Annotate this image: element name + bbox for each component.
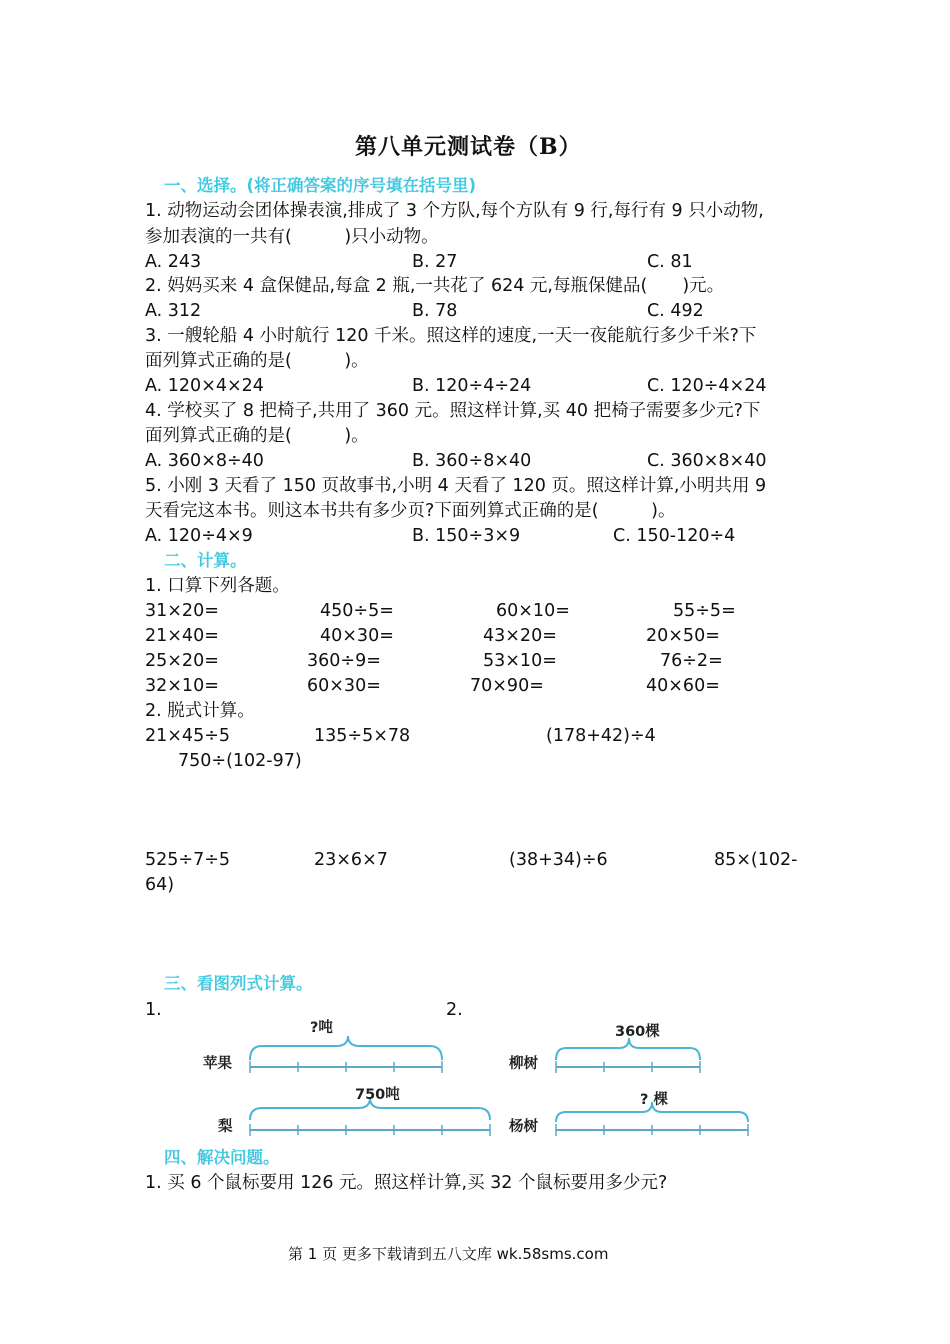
step-item: 750÷(102-97) xyxy=(178,751,302,771)
question-3-option-a: A. 120×4×24 xyxy=(145,376,264,396)
question-4-text: 4. 学校买了 8 把椅子,共用了 360 元。照这样计算,买 40 把椅子需要多少元?下 xyxy=(145,401,761,421)
apple-brace xyxy=(250,1036,442,1060)
pear-brace-label: 750吨 xyxy=(355,1087,400,1103)
figure-1-number: 1. xyxy=(145,1000,162,1020)
poplar-brace-label: ? 棵 xyxy=(640,1092,668,1108)
page-footer: 第 1 页 更多下载请到五八文库 wk.58sms.com xyxy=(288,1245,609,1263)
question-4-option-a: A. 360×8÷40 xyxy=(145,451,264,471)
oral-item: 360÷9= xyxy=(307,651,381,671)
question-1-text: 1. 动物运动会团体操表演,排成了 3 个方队,每个方队有 9 行,每行有 9 只小动物, xyxy=(145,201,764,221)
figure-1-diagram xyxy=(203,1019,490,1136)
question-5-option-a: A. 120÷4×9 xyxy=(145,526,253,546)
question-2-option-b: B. 78 xyxy=(412,301,458,321)
question-2-option-c: C. 492 xyxy=(647,301,704,321)
oral-item: 43×20= xyxy=(483,626,557,646)
question-3-option-b: B. 120÷4÷24 xyxy=(412,376,532,396)
question-1-option-b: B. 27 xyxy=(412,252,458,272)
willow-brace-label: 360棵 xyxy=(615,1024,660,1040)
question-1-text-cont: 参加表演的一共有( )只小动物。 xyxy=(145,227,439,247)
pear-brace xyxy=(250,1098,490,1120)
oral-calc-title: 1. 口算下列各题。 xyxy=(145,576,290,596)
question-2-option-a: A. 312 xyxy=(145,301,202,321)
apple-label: 苹果 xyxy=(203,1056,232,1072)
step-calc-title: 2. 脱式计算。 xyxy=(145,701,255,721)
question-3-text: 3. 一艘轮船 4 小时航行 120 千米。照这样的速度,一天一夜能航行多少千米?下 xyxy=(145,326,757,346)
question-5-option-b: B. 150÷3×9 xyxy=(412,526,521,546)
question-5-option-c: C. 150-120÷4 xyxy=(613,526,736,546)
oral-item: 70×90= xyxy=(470,676,544,696)
question-4-text-cont: 面列算式正确的是( )。 xyxy=(145,426,369,446)
oral-item: 53×10= xyxy=(483,651,557,671)
oral-item: 21×40= xyxy=(145,626,219,646)
oral-item: 25×20= xyxy=(145,651,219,671)
poplar-brace xyxy=(556,1102,748,1122)
willow-label: 柳树 xyxy=(509,1056,538,1072)
step-item-cont: 64) xyxy=(145,875,175,895)
pear-label: 梨 xyxy=(218,1119,233,1135)
step-item: 23×6×7 xyxy=(314,850,388,870)
section-heading-choice: 一、选择。(将正确答案的序号填在括号里) xyxy=(164,176,477,195)
step-item: (38+34)÷6 xyxy=(509,850,608,870)
question-3-text-cont: 面列算式正确的是( )。 xyxy=(145,351,369,371)
question-2-text: 2. 妈妈买来 4 盒保健品,每盒 2 瓶,一共花了 624 元,每瓶保健品( )元。 xyxy=(145,276,725,296)
step-item: 85×(102- xyxy=(714,850,798,870)
solve-question-1: 1. 买 6 个鼠标要用 126 元。照这样计算,买 32 个鼠标要用多少元? xyxy=(145,1173,668,1193)
question-5-text: 5. 小刚 3 天看了 150 页故事书,小明 4 天看了 120 页。照这样计算,小明共用 9 xyxy=(145,476,767,496)
oral-item: 76÷2= xyxy=(660,651,723,671)
step-item: 21×45÷5 xyxy=(145,726,230,746)
poplar-label: 杨树 xyxy=(509,1119,538,1135)
oral-item: 55÷5= xyxy=(673,601,736,621)
section-heading-calc: 二、计算。 xyxy=(164,551,247,570)
apple-brace-label: ?吨 xyxy=(310,1020,333,1036)
oral-item: 32×10= xyxy=(145,676,219,696)
page-title: 第八单元测试卷（B） xyxy=(355,134,582,160)
oral-item: 20×50= xyxy=(646,626,720,646)
step-item: 525÷7÷5 xyxy=(145,850,230,870)
oral-item: 31×20= xyxy=(145,601,219,621)
figure-2-diagram xyxy=(509,1022,748,1136)
question-1-option-c: C. 81 xyxy=(647,252,693,272)
question-4-option-b: B. 360÷8×40 xyxy=(412,451,532,471)
step-item: 135÷5×78 xyxy=(314,726,411,746)
question-1-option-a: A. 243 xyxy=(145,252,202,272)
question-5-text-cont: 天看完这本书。则这本书共有多少页?下面列算式正确的是( )。 xyxy=(145,501,676,521)
question-3-option-c: C. 120÷4×24 xyxy=(647,376,767,396)
step-item: (178+42)÷4 xyxy=(546,726,656,746)
section-heading-figures: 三、看图列式计算。 xyxy=(164,974,313,993)
oral-item: 40×30= xyxy=(320,626,394,646)
figure-2-number: 2. xyxy=(446,1000,463,1020)
oral-item: 60×30= xyxy=(307,676,381,696)
willow-brace xyxy=(556,1038,700,1060)
oral-item: 450÷5= xyxy=(320,601,394,621)
section-heading-solve: 四、解决问题。 xyxy=(164,1148,280,1167)
question-4-option-c: C. 360×8×40 xyxy=(647,451,767,471)
oral-item: 60×10= xyxy=(496,601,570,621)
oral-item: 40×60= xyxy=(646,676,720,696)
